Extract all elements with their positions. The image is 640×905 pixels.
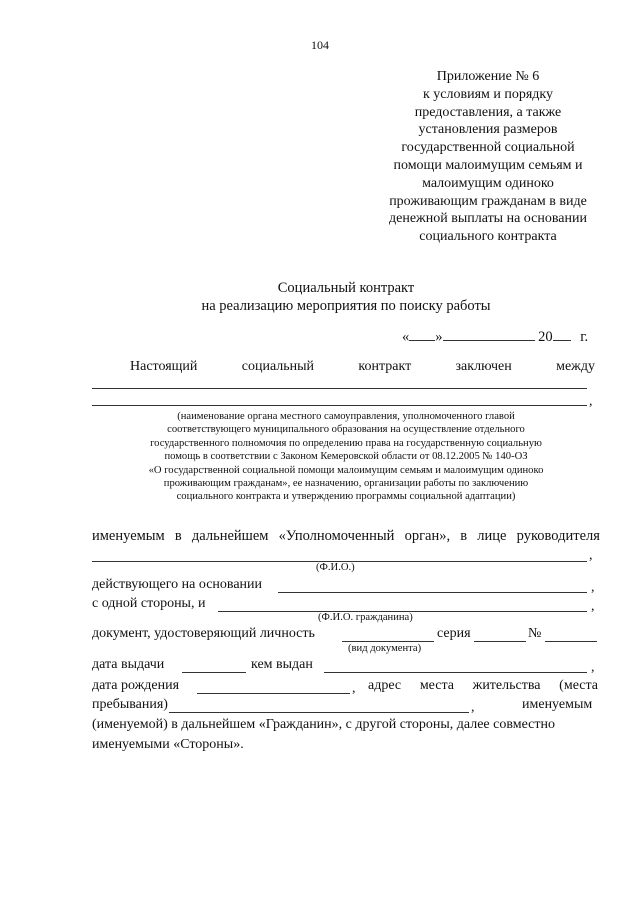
one-side-line — [92, 596, 600, 612]
body-word: орган», — [404, 528, 451, 544]
intro-word: социальный — [241, 359, 315, 374]
one-side-label: с одной стороны, и — [92, 596, 206, 611]
address-word: адрес — [368, 678, 402, 693]
birth-date-blank[interactable] — [197, 693, 350, 694]
address-word: жительства — [472, 678, 541, 693]
address-word: (места — [559, 678, 598, 693]
page-number: 104 — [311, 38, 329, 52]
appendix-line: проживающим гражданам в виде — [389, 193, 587, 209]
address-words — [368, 678, 598, 694]
stay-label: пребывания) — [92, 697, 168, 712]
body-word: руководителя — [516, 528, 600, 544]
fio-caption: (Ф.И.О.) — [316, 562, 355, 573]
open-quote: « — [402, 329, 410, 345]
comma: , — [352, 681, 356, 696]
org-name-line-1[interactable] — [92, 388, 587, 389]
intro-line — [130, 359, 595, 375]
citizen-line: (именуемой) в дальнейшем «Гражданин», с другой стороны, далее совместно — [92, 717, 555, 732]
caption-line: социального контракта и утверждению программы социальной адаптации) — [176, 491, 516, 503]
acting-basis-line — [92, 577, 600, 593]
body-word: лице — [477, 528, 507, 544]
body-word: в — [460, 528, 468, 544]
appendix-line: Приложение № 6 — [436, 69, 540, 84]
document-type-caption: (вид документа) — [348, 643, 422, 654]
caption-line: (наименование органа местного самоуправления, уполномоченного главой — [177, 411, 515, 422]
address-blank[interactable] — [169, 712, 469, 713]
named-word: именуемым — [522, 697, 593, 712]
comma: , — [589, 548, 593, 563]
contract-title — [92, 279, 600, 315]
year-blank[interactable] — [553, 328, 571, 341]
intro-word: контракт — [358, 359, 412, 374]
year-suffix: г. — [580, 329, 589, 345]
title-line-2: на реализацию мероприятия по поиску работы — [201, 298, 491, 314]
appendix-line: денежной выплаты на основании — [389, 211, 587, 227]
address-word: места — [419, 678, 454, 693]
appendix-header — [370, 68, 606, 246]
appendix-line: предоставления, а также — [414, 104, 562, 120]
caption-line: помощь в соответствии с Законом Кемеровской области от 08.12.2005 № 140-ОЗ — [164, 451, 528, 463]
series-blank[interactable] — [474, 641, 526, 642]
intro-word: заключен — [455, 359, 512, 374]
document-label: документ, удостоверяющий личность — [92, 626, 315, 641]
appendix-line: государственной социальной — [401, 140, 575, 156]
series-label: серия — [437, 626, 471, 641]
contract-date-line — [402, 328, 588, 346]
caption-line: проживающим гражданам», ее назначению, организации работы по заключению — [163, 478, 529, 490]
comma: , — [591, 660, 595, 675]
body-word: именуемым — [92, 528, 165, 544]
org-name-line-2[interactable] — [92, 405, 587, 406]
appendix-line: малоимущим одиноко — [422, 175, 554, 191]
comma: , — [591, 599, 595, 614]
intro-word: между — [556, 359, 595, 374]
caption-line: «О государственной социальной помощи малоимущим семьям и малоимущим одиноко — [148, 464, 544, 476]
appendix-line: к условиям и порядку — [422, 86, 554, 102]
year-prefix: 20 — [538, 329, 553, 345]
caption-line: государственного полномочия по определению права на государственную социальную — [150, 437, 542, 449]
comma: , — [589, 394, 593, 409]
acting-basis-label: действующего на основании — [92, 577, 263, 592]
body-word: дальнейшем — [191, 528, 269, 544]
appendix-line: помощи малоимущим семьям и — [393, 157, 583, 173]
named-authority-line — [92, 528, 600, 545]
title-line-1: Социальный контракт — [277, 280, 415, 296]
citizen-caption: (Ф.И.О. гражданина) — [318, 612, 413, 623]
body-word: «Уполномоченный — [278, 528, 395, 544]
issued-by-label: кем выдан — [251, 657, 313, 672]
body-word: в — [174, 528, 182, 544]
month-blank[interactable] — [443, 328, 535, 341]
comma: , — [591, 580, 595, 595]
issue-date-blank[interactable] — [182, 672, 246, 673]
document-line — [92, 626, 600, 642]
caption-line: соответствующего муниципального образования на осуществление отдельного — [167, 424, 525, 436]
birth-date-label: дата рождения — [92, 678, 180, 693]
number-blank[interactable] — [545, 641, 597, 642]
acting-basis-blank[interactable] — [278, 592, 587, 593]
close-quote: » — [435, 329, 443, 345]
document-type-blank[interactable] — [342, 641, 434, 642]
day-blank[interactable] — [409, 328, 435, 341]
issue-date-label: дата выдачи — [92, 657, 165, 672]
intro-word: Настоящий — [130, 359, 198, 374]
appendix-line: социального контракта — [419, 229, 557, 245]
issued-by-blank[interactable] — [324, 672, 587, 673]
comma: , — [471, 700, 475, 715]
appendix-line: установления размеров — [418, 122, 558, 138]
issue-line — [92, 657, 600, 673]
org-name-caption — [92, 410, 600, 504]
parties-line: именуемыми «Стороны». — [92, 737, 244, 752]
number-label: № — [528, 626, 542, 641]
